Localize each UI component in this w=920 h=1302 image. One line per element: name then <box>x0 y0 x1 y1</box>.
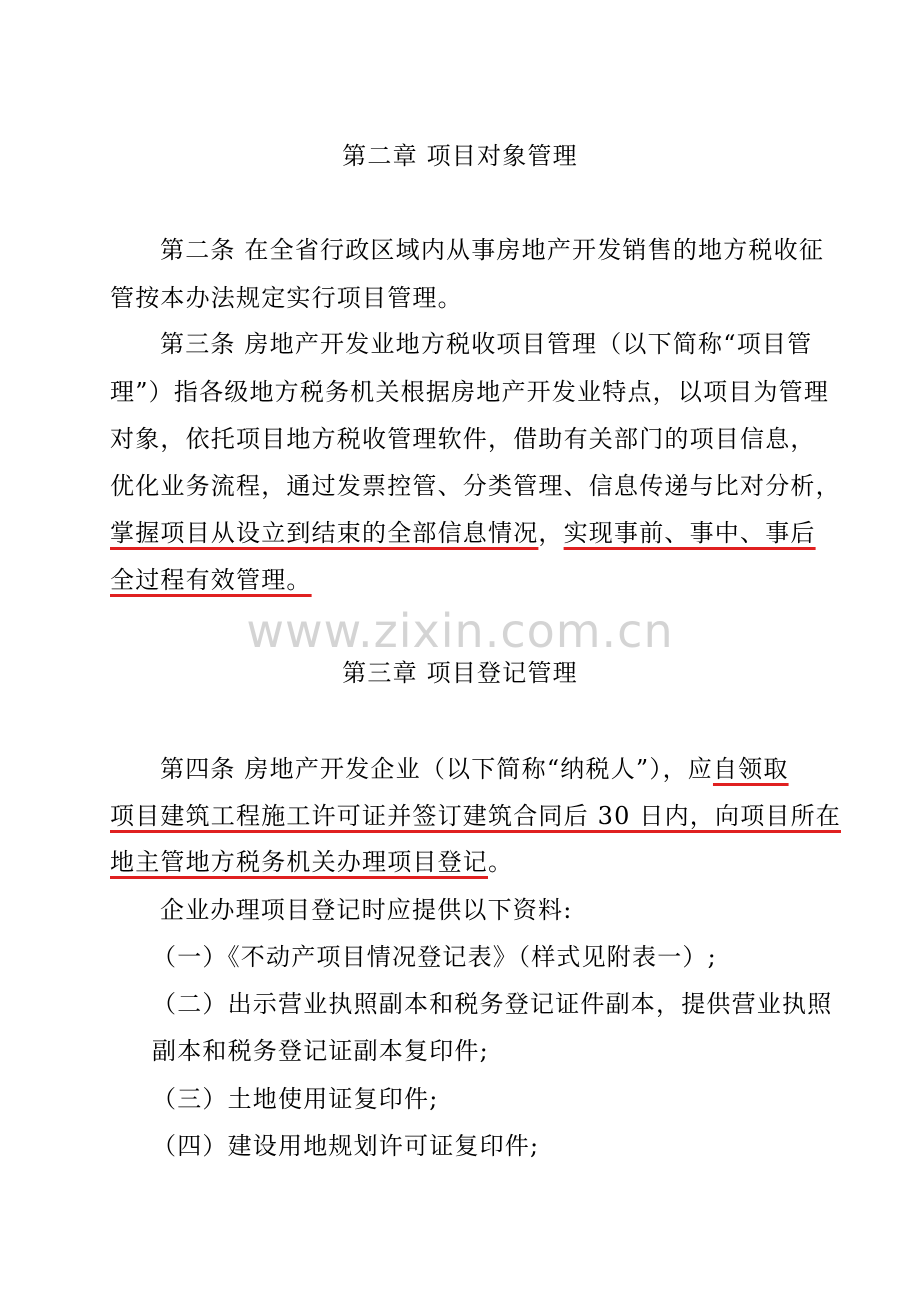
chapter-3-heading: 第三章 项目登记管理 <box>342 659 578 687</box>
material-item-1: （一）《不动产项目情况登记表》（样式见附表一）; <box>152 943 717 971</box>
period: 。 <box>488 848 514 876</box>
underlined-phrase: 实现事前、事中、事后 <box>563 519 816 547</box>
material-item-3: （三）土地使用证复印件; <box>152 1085 439 1113</box>
chapter-2-heading: 第二章 项目对象管理 <box>342 142 578 170</box>
article-2-line-2: 管按本办法规定实行项目管理。 <box>110 284 463 312</box>
article-4-text: 第四条 房地产开发企业（以下简称“纳税人”），应 <box>160 755 713 783</box>
article-4-line-3 <box>110 846 513 878</box>
comma: ， <box>538 519 564 547</box>
article-4-line-1 <box>160 753 789 785</box>
material-item-2-line-2: 副本和税务登记证副本复印件; <box>152 1037 489 1065</box>
article-3-line-5 <box>110 517 816 549</box>
materials-intro: 企业办理项目登记时应提供以下资料: <box>160 896 573 924</box>
article-3-line-1: 第三条 房地产开发业地方税收项目管理（以下简称“项目管 <box>160 330 813 358</box>
underlined-phrase: 掌握项目从设立到结束的全部信息情况 <box>110 519 539 547</box>
material-item-2-line-1: （二）出示营业执照副本和税务登记证件副本，提供营业执照 <box>152 990 833 1018</box>
underlined-phrase: 地主管地方税务机关办理项目登记 <box>110 848 488 876</box>
article-3-line-6 <box>110 564 312 596</box>
article-3-line-2: 理”）指各级地方税务机关根据房地产开发业特点，以项目为管理 <box>110 378 830 406</box>
watermark: www.zixin.com.cn <box>246 604 674 658</box>
article-3-line-4: 优化业务流程，通过发票控管、分类管理、信息传递与比对分析， <box>110 472 841 500</box>
underlined-phrase: 自领取 <box>712 755 789 783</box>
underlined-phrase: 项目建筑工程施工许可证并签订建筑合同后 30 日内，向项目所在 <box>110 802 841 830</box>
article-2-line-1: 第二条 在全省行政区域内从事房地产开发销售的地方税收征 <box>160 236 825 264</box>
article-3-line-3: 对象，依托项目地方税收管理软件，借助有关部门的项目信息， <box>110 425 816 453</box>
underlined-phrase: 全过程有效管理。 <box>110 566 312 594</box>
material-item-4: （四）建设用地规划许可证复印件; <box>152 1132 540 1160</box>
article-4-line-2 <box>110 800 841 832</box>
